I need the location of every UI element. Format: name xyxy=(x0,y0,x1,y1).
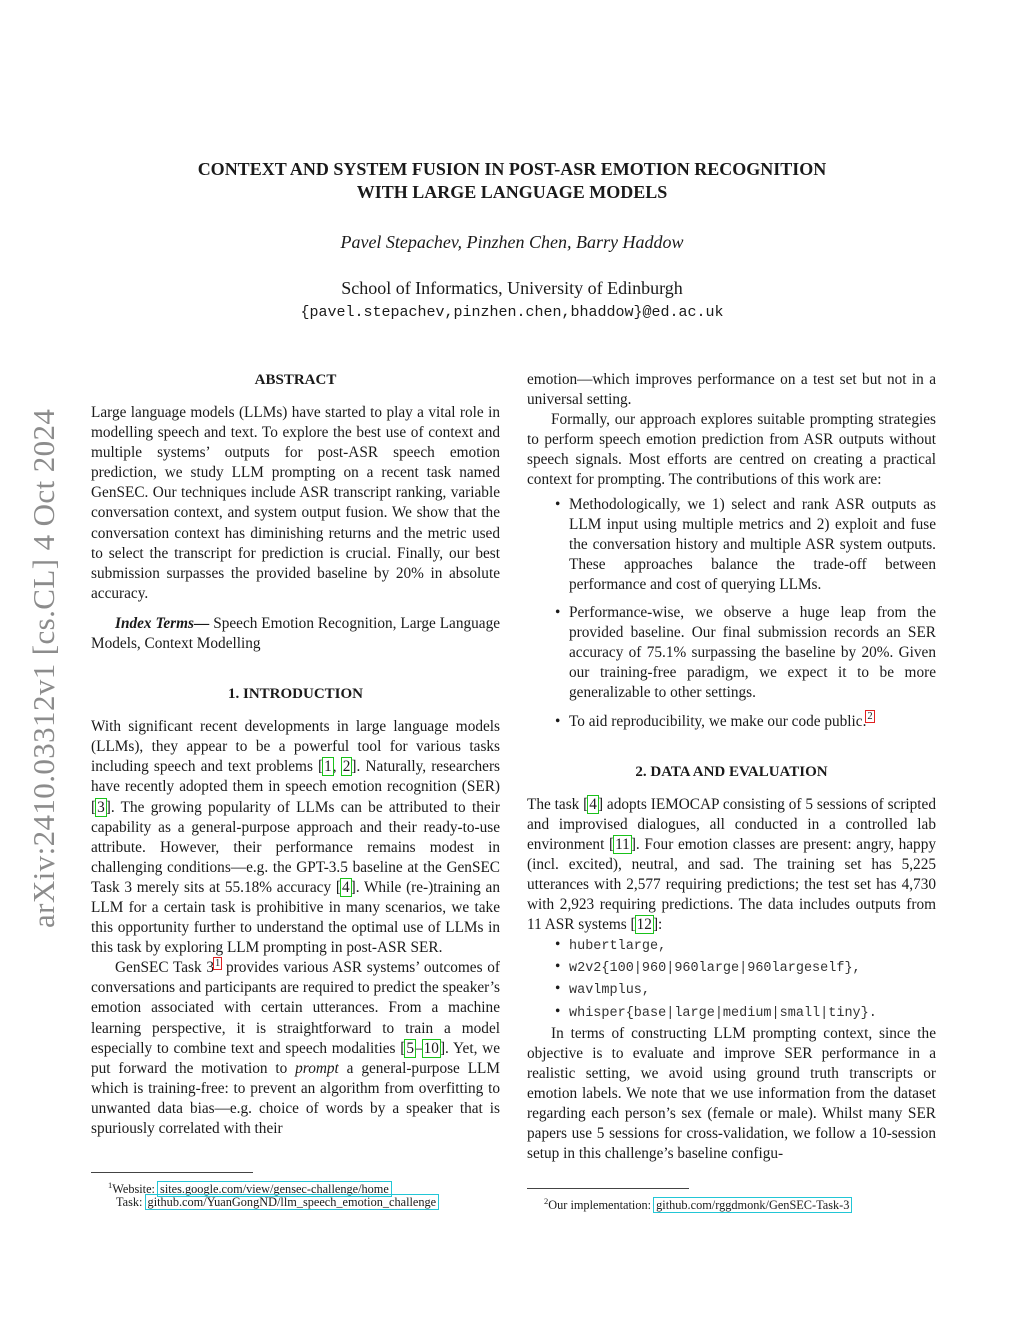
affiliation: School of Informatics, University of Edinburgh xyxy=(341,278,683,298)
intro-paragraph-2 xyxy=(91,958,500,1139)
text-run: – xyxy=(415,1039,423,1057)
arxiv-sidebar-identifier: arXiv:2410.03312v1 [cs.CL] 4 Oct 2024 xyxy=(26,408,61,928)
system-name: hubertlarge, xyxy=(569,939,667,955)
text-run: provides various ASR systems’ outcomes of conversations and participants are required to predict the speaker’s emotion associated with certain utterances. From a machine learning perspective, it is straightforward to train a model especially to combine text and speech modalities [ xyxy=(91,959,501,1057)
data-paragraph-2: In terms of constructing LLM prompting context, since the objective is to evaluate and improve SER performance in a realistic setting, we avoid using ground truth transcripts or emotion labels. We note that we use information from the dataset regarding each person’s sex (female or male). Whilst many SER papers use 5 sessions for cross-validation, we follow a 10-session setup in this challenge’s baseline configu- xyxy=(527,1024,936,1163)
footnote-rule xyxy=(527,1188,689,1189)
footnote-label: Our implementation: xyxy=(548,1198,655,1213)
contributions-list xyxy=(527,495,936,732)
system-name: wavlmplus, xyxy=(569,983,651,999)
text-run: The task [ xyxy=(527,795,589,813)
text-run: GenSEC Task 3 xyxy=(115,959,215,977)
data-paragraph-1 xyxy=(527,795,936,936)
list-item: • Performance-wise, we observe a huge leap from the provided baseline. Our final submission records an SER accuracy of 75.1% surpassing the baseline by 20%. Given our training-free paradigm, we expect it to be more generalizable to other settings. xyxy=(527,603,936,703)
index-terms-label: Index Terms— xyxy=(115,614,210,632)
text-run: ]. Yet, we put forward the motivation to xyxy=(91,1039,500,1077)
introduction-heading: 1. INTRODUCTION xyxy=(227,686,363,703)
text-run: a general-purpose LLM which is training-free: to prevent an algorithm from overfitting to unwanted data bias—e.g. choice of words by a speaker that is spuriously correlated with their xyxy=(91,1059,500,1137)
footnote-2 xyxy=(544,1193,851,1214)
list-item: • Methodologically, we 1) select and rank ASR outputs as LLM input using multiple metrics and 2) exploit and fuse the conversation history and multiple ASR system outputs. These approaches balance the trade-off between performance and cost of querying LLMs. xyxy=(527,495,936,595)
citation-link-12[interactable]: 12 xyxy=(636,916,652,934)
footnote-label: Task: xyxy=(116,1195,146,1209)
text-run: , xyxy=(332,758,342,776)
right-column xyxy=(527,370,936,1164)
abstract-text: Large language models (LLMs) have started to play a vital role in modelling speech and text. To explore the best use of context and multiple systems’ outputs for post-ASR speech emotion prediction, we study LLM prompting on a recent task named GenSEC. Our techniques include ASR transcript ranking, variable conversation context, and system output fusion. We show that the conversation context has diminishing returns and the metric used to select the transcript for prediction is crucial. Finally, our best submission surpasses the provided baseline by 20% in absolute accuracy. xyxy=(91,404,500,602)
author-emails: {pavel.stepachev,pinzhen.chen,bhaddow}@ed.ac.uk xyxy=(300,304,724,321)
citation-link-4[interactable]: 4 xyxy=(589,795,597,813)
citation-link-4[interactable]: 4 xyxy=(341,878,350,896)
citation-link-3[interactable]: 3 xyxy=(97,798,105,816)
text-run: ]: xyxy=(652,916,663,934)
website-link[interactable]: sites.google.com/view/gensec-challenge/home xyxy=(160,1182,389,1197)
abstract-heading: ABSTRACT xyxy=(254,372,337,388)
left-column xyxy=(91,370,500,1139)
intro-paragraph-4: Formally, our approach explores suitable prompting strategies to perform speech emotion prediction from ASR outputs without speech signals. Most efforts are centred on creating a practical context for prompting. The contributions of this work are: xyxy=(527,411,936,489)
citation-link-1[interactable]: 1 xyxy=(324,758,332,776)
text-run: ]. Naturally, researchers have recently adopted them in speech emotion recognition (SER) [ xyxy=(91,758,500,816)
data-evaluation-heading: 2. DATA AND EVALUATION xyxy=(635,763,828,780)
paper-title xyxy=(120,158,904,204)
footnote-link-2[interactable]: 2 xyxy=(867,711,873,723)
title-line-2: WITH LARGE LANGUAGE MODELS xyxy=(356,182,668,202)
footnote-1-task xyxy=(116,1194,438,1211)
asr-systems-list xyxy=(527,935,936,1023)
text-run: ]. The growing popularity of LLMs can be attributed to their capability as a general-purpose approach and their ready-to-use attribute. However, their performance remains modest in challenging conditions—e.g. the GPT-3.5 baseline at the GenSEC Task 3 merely sits at 55.18% accuracy [ xyxy=(91,798,500,896)
text-run: To aid reproducibility, we make our code public. xyxy=(569,712,867,730)
system-name: w2v2{100|960|960large|960largeself}, xyxy=(569,961,861,977)
footnote-mark: 1 xyxy=(108,1180,113,1190)
system-name: whisper{base|large|medium|small|tiny}. xyxy=(569,1005,877,1021)
text-run: ] adopts IEMOCAP consisting of 5 sessions of scripted and improvised dialogues, all conducted in a controlled lab environment [ xyxy=(527,795,936,853)
task-link[interactable]: github.com/YuanGongND/llm_speech_emotion_challenge xyxy=(147,1195,437,1209)
text-run: ]. Four emotion classes are present: angry, happy (incl. excited), neutral, and sad. The training set has 5,225 utterances with 2,577 requiring predictions; the test set has 4,730 with 2,923 requiring predictions. The data includes outputs from 11 ASR systems [ xyxy=(527,835,936,934)
title-line-1: CONTEXT AND SYSTEM FUSION IN POST-ASR EMOTION RECOGNITION xyxy=(197,159,827,179)
author-list: Pavel Stepachev, Pinzhen Chen, Barry Haddow xyxy=(340,232,684,252)
list-item xyxy=(527,979,936,1001)
text-run: With significant recent developments in large language models (LLMs), they appear to be a powerful tool for various tasks including speech and text problems [ xyxy=(91,718,500,776)
intro-paragraph-3: emotion—which improves performance on a test set but not in a universal setting. xyxy=(527,371,936,409)
list-item xyxy=(527,957,936,979)
intro-paragraph-1 xyxy=(91,717,500,958)
citation-link-11[interactable]: 11 xyxy=(615,835,630,853)
text-run: ]. While (re-)training an LLM for a certain task is prohibitive in many scenarios, we take this opportunity further to understand the optimal use of LLMs in this task by exploring LLM prompting in post-ASR SER. xyxy=(91,878,500,957)
citation-link-10[interactable]: 10 xyxy=(423,1039,439,1057)
index-terms xyxy=(91,614,500,654)
footnote-rule xyxy=(91,1172,253,1173)
emphasis-text: prompt xyxy=(295,1059,339,1077)
citation-link-5[interactable]: 5 xyxy=(406,1039,414,1057)
list-item xyxy=(527,935,936,957)
list-item xyxy=(527,712,936,732)
footnote-link-1[interactable]: 1 xyxy=(215,958,221,970)
footnote-mark: 2 xyxy=(544,1196,549,1206)
list-item xyxy=(527,1002,936,1024)
code-link[interactable]: github.com/rggdmonk/GenSEC-Task-3 xyxy=(656,1198,850,1213)
index-terms-text: Speech Emotion Recognition, Large Language Models, Context Modelling xyxy=(91,614,501,653)
citation-link-2[interactable]: 2 xyxy=(342,758,351,776)
footnote-label: Website: xyxy=(112,1182,159,1197)
